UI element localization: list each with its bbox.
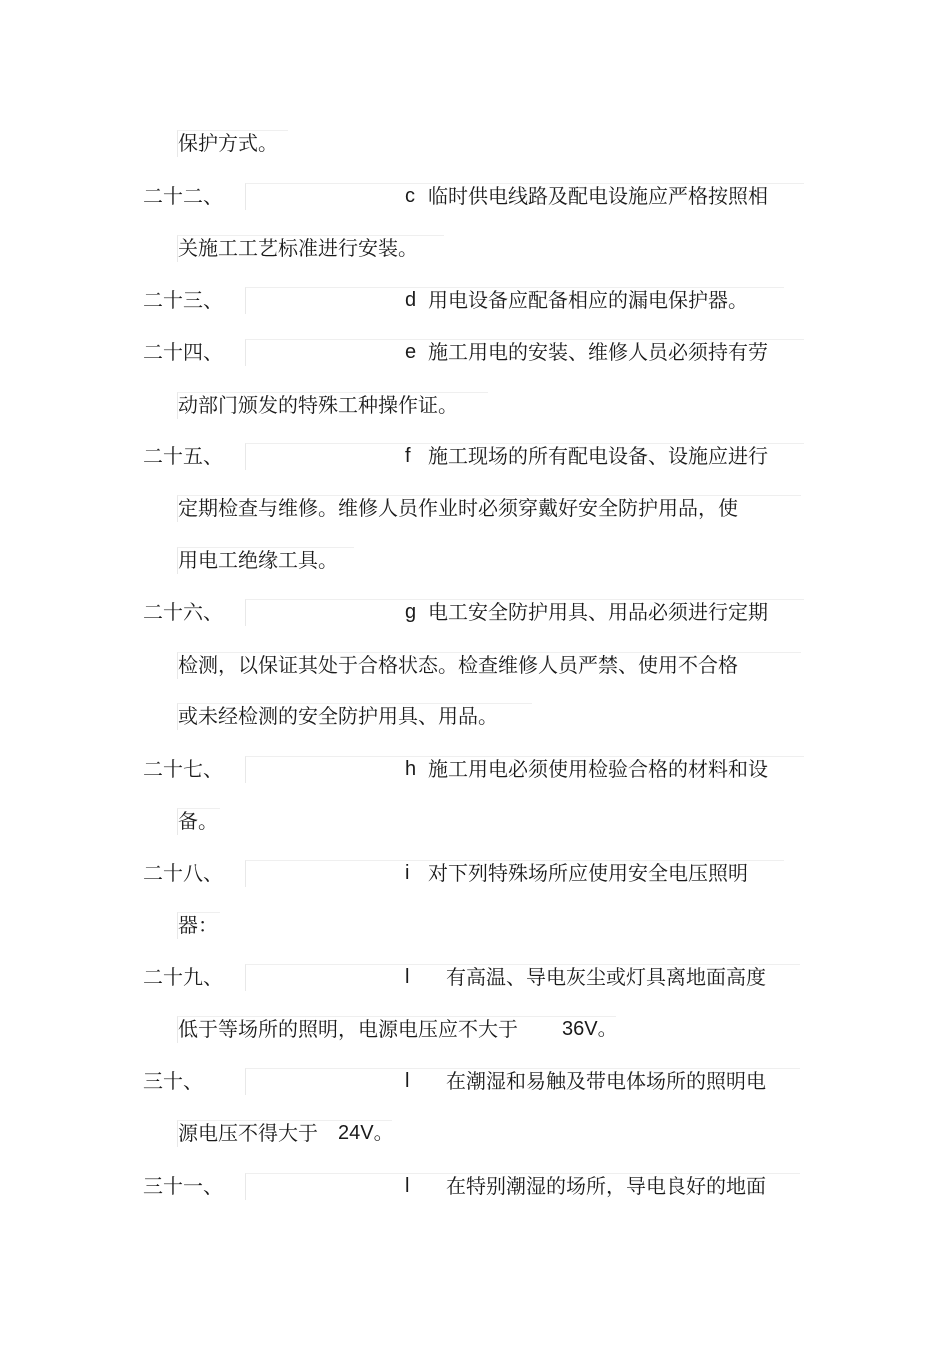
item-marker: c	[405, 185, 415, 207]
paragraph-line: 或未经检测的安全防护用具、用品。	[178, 704, 498, 728]
item-number: 二十六、	[143, 600, 223, 624]
item-number: 二十九、	[143, 965, 223, 989]
item-marker: l	[405, 1070, 410, 1092]
item-marker: l	[405, 1175, 410, 1197]
paragraph-line: 保护方式。	[178, 131, 278, 155]
item-number: 二十八、	[143, 861, 223, 885]
item-number: 二十三、	[143, 288, 223, 312]
paragraph-line: 有高温、导电灰尘或灯具离地面高度	[446, 965, 766, 989]
paragraph-line: 定期检查与维修。维修人员作业时必须穿戴好安全防护用品，使	[178, 496, 738, 520]
paragraph-line: 源电压不得大于	[178, 1121, 318, 1145]
item-number: 二十五、	[143, 444, 223, 468]
paragraph-line: 临时供电线路及配电设施应严格按照相	[428, 184, 768, 208]
item-marker: l	[405, 966, 410, 988]
item-number: 三十一、	[143, 1174, 223, 1198]
paragraph-line: 动部门颁发的特殊工种操作证。	[178, 393, 458, 417]
paragraph-line: 施工现场的所有配电设备、设施应进行	[428, 444, 768, 468]
paragraph-line: 用电工绝缘工具。	[178, 548, 338, 572]
item-marker: d	[405, 289, 417, 311]
paragraph-line: 低于等场所的照明，电源电压应不大于	[178, 1017, 518, 1041]
item-marker: i	[405, 862, 410, 884]
item-number: 二十四、	[143, 340, 223, 364]
paragraph-line: 施工用电的安装、维修人员必须持有劳	[428, 340, 768, 364]
paragraph-line: 电工安全防护用具、用品必须进行定期	[428, 600, 768, 624]
paragraph-line: 关施工工艺标准进行安装。	[178, 236, 418, 260]
paragraph-line: 用电设备应配备相应的漏电保护器。	[428, 288, 748, 312]
paragraph-line: 在特别潮湿的场所，导电良好的地面	[446, 1174, 766, 1198]
paragraph-line: 器：	[178, 913, 218, 937]
paragraph-line: 备。	[178, 809, 218, 833]
item-marker: e	[405, 341, 417, 363]
item-marker: f	[405, 445, 411, 467]
voltage-value: 36V。	[562, 1018, 618, 1040]
item-number: 三十、	[143, 1069, 203, 1093]
item-number: 二十七、	[143, 757, 223, 781]
paragraph-line: 对下列特殊场所应使用安全电压照明	[428, 861, 748, 885]
item-number: 二十二、	[143, 184, 223, 208]
paragraph-line: 检测，以保证其处于合格状态。检查维修人员严禁、使用不合格	[178, 653, 738, 677]
paragraph-line: 施工用电必须使用检验合格的材料和设	[428, 757, 768, 781]
item-marker: h	[405, 758, 417, 780]
item-marker: g	[405, 601, 417, 623]
voltage-value: 24V。	[338, 1122, 394, 1144]
paragraph-line: 在潮湿和易触及带电体场所的照明电	[446, 1069, 766, 1093]
